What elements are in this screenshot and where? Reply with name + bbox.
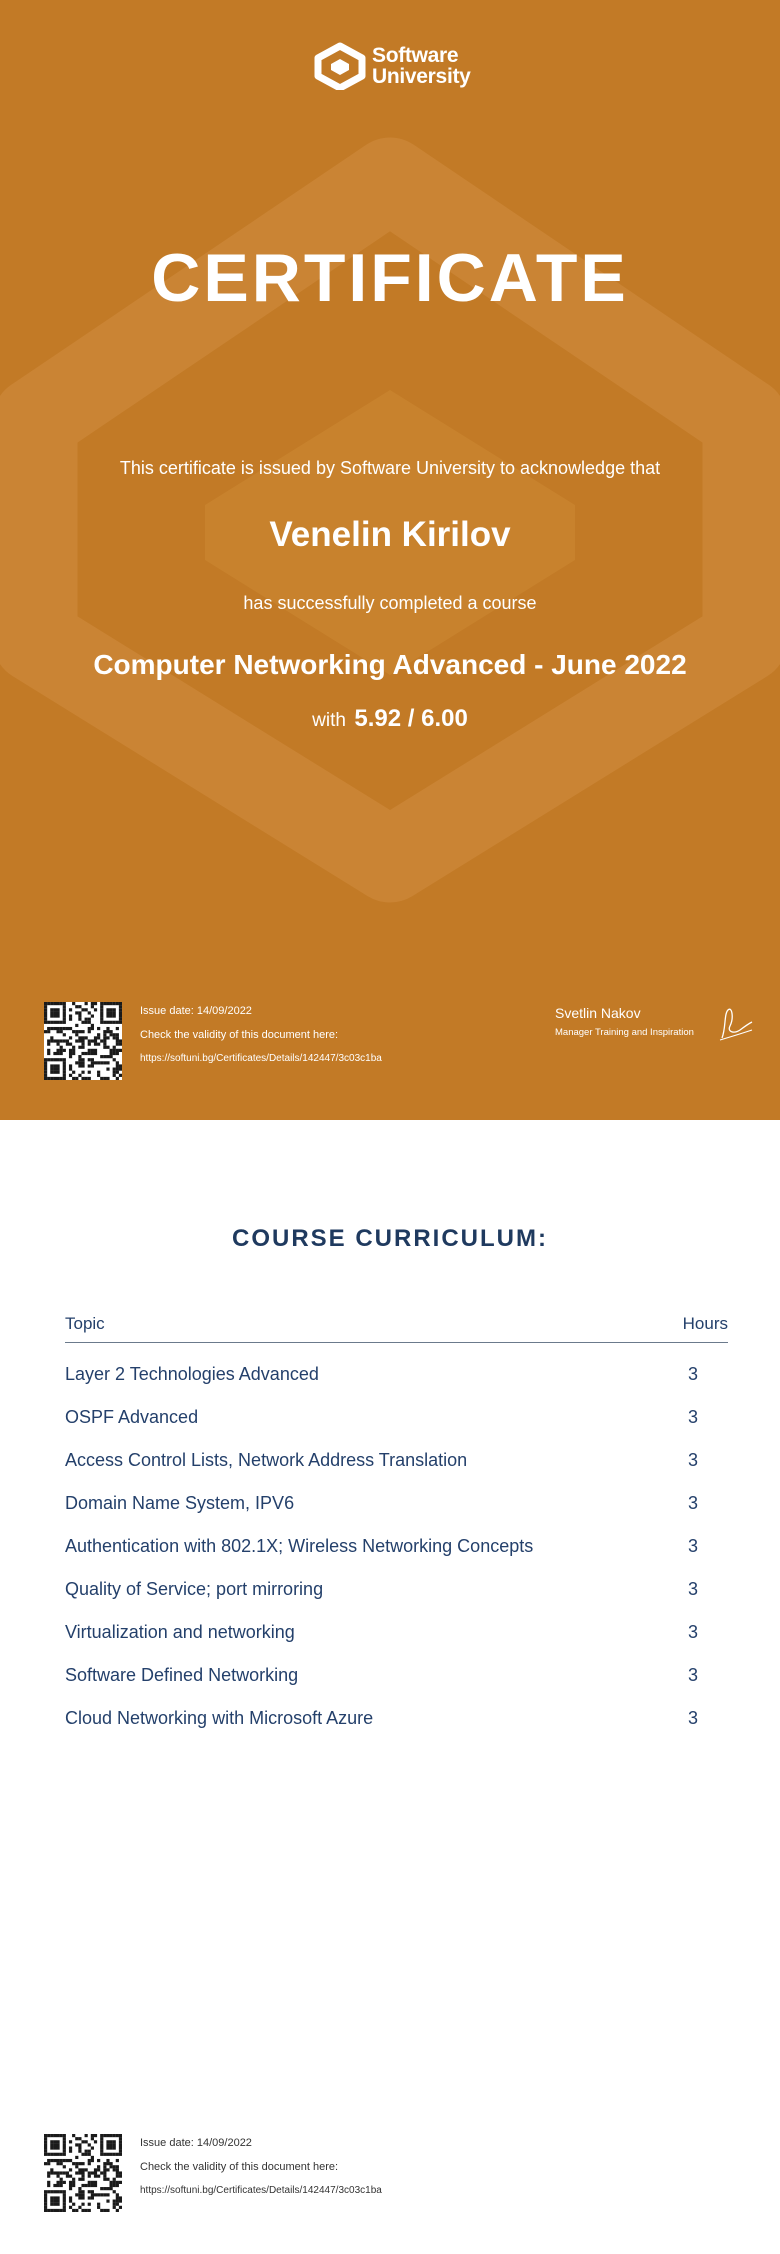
course-name: Computer Networking Advanced - June 2022 — [93, 649, 687, 680]
hours-cell: 3 — [687, 1407, 698, 1427]
table-header — [65, 1312, 728, 1343]
hours-cell: 3 — [687, 1622, 698, 1642]
topic-cell: OSPF Advanced — [65, 1407, 199, 1427]
validity-info-bottom — [140, 2136, 382, 2198]
issue-date: Issue date: 14/09/2022 — [140, 2137, 252, 2149]
hours-cell: 3 — [687, 1493, 698, 1513]
topic-cell: Cloud Networking with Microsoft Azure — [65, 1708, 374, 1728]
curriculum-table — [65, 1312, 728, 1749]
validity-text: Check the validity of this document here: — [140, 2161, 339, 2173]
table-row — [65, 1405, 728, 1448]
logo-line-2: University — [372, 65, 471, 88]
hours-cell: 3 — [687, 1708, 698, 1728]
hours-cell: 3 — [687, 1536, 698, 1556]
hours-cell: 3 — [687, 1665, 698, 1685]
qr-code-icon — [44, 1002, 122, 1080]
table-row — [65, 1362, 728, 1405]
certificate-title: CERTIFICATE — [151, 240, 629, 316]
issue-date: Issue date: 14/09/2022 — [140, 1005, 252, 1017]
validity-url[interactable]: https://softuni.bg/Certificates/Details/142447/3c03c1ba — [140, 1053, 382, 1064]
topic-cell: Authentication with 802.1X; Wireless Networking Concepts — [65, 1536, 534, 1556]
signatory-name: Svetlin Nakov — [555, 1005, 641, 1021]
hours-cell: 3 — [687, 1450, 698, 1470]
table-row — [65, 1534, 728, 1577]
watermark-logo-icon — [0, 0, 780, 1120]
table-row — [65, 1491, 728, 1534]
hours-cell: 3 — [687, 1364, 698, 1384]
topic-cell: Quality of Service; port mirroring — [65, 1579, 324, 1599]
qr-code-bottom[interactable] — [44, 2134, 122, 2212]
table-row — [65, 1663, 728, 1706]
signatory — [555, 1004, 694, 1040]
grade-value: 5.92 / 6.00 — [354, 705, 468, 732]
table-row — [65, 1620, 728, 1663]
topic-cell: Domain Name System, IPV6 — [65, 1493, 295, 1513]
logo-line-1: Software — [372, 44, 459, 67]
topic-cell: Access Control Lists, Network Address Translation — [65, 1450, 468, 1470]
topic-header: Topic — [65, 1314, 105, 1333]
table-row — [65, 1448, 728, 1491]
qr-code-icon — [44, 2134, 122, 2212]
grade-line — [0, 705, 780, 733]
completed-text: has successfully completed a course — [243, 593, 537, 613]
table-row — [65, 1706, 728, 1749]
hours-cell: 3 — [687, 1579, 698, 1599]
intro-text: This certificate is issued by Software University to acknowledge that — [119, 458, 661, 478]
curriculum-title: COURSE CURRICULUM: — [232, 1225, 548, 1252]
grade-prefix: with — [312, 710, 346, 731]
hours-header: Hours — [682, 1314, 728, 1333]
validity-text: Check the validity of this document here: — [140, 1029, 339, 1041]
topic-cell: Layer 2 Technologies Advanced — [65, 1364, 319, 1384]
validity-info — [140, 1004, 382, 1066]
recipient-name: Venelin Kirilov — [269, 515, 511, 554]
qr-code[interactable] — [44, 1002, 122, 1080]
topic-cell: Software Defined Networking — [65, 1665, 299, 1685]
table-row — [65, 1577, 728, 1620]
certificate-panel — [0, 0, 780, 1120]
validity-url[interactable]: https://softuni.bg/Certificates/Details/142447/3c03c1ba — [140, 2185, 382, 2196]
signatory-role: Manager Training and Inspiration — [555, 1027, 694, 1038]
logo-mark-icon — [314, 42, 366, 90]
software-university-logo — [314, 42, 471, 90]
signature-icon — [716, 1004, 756, 1044]
topic-cell: Virtualization and networking — [65, 1622, 295, 1642]
